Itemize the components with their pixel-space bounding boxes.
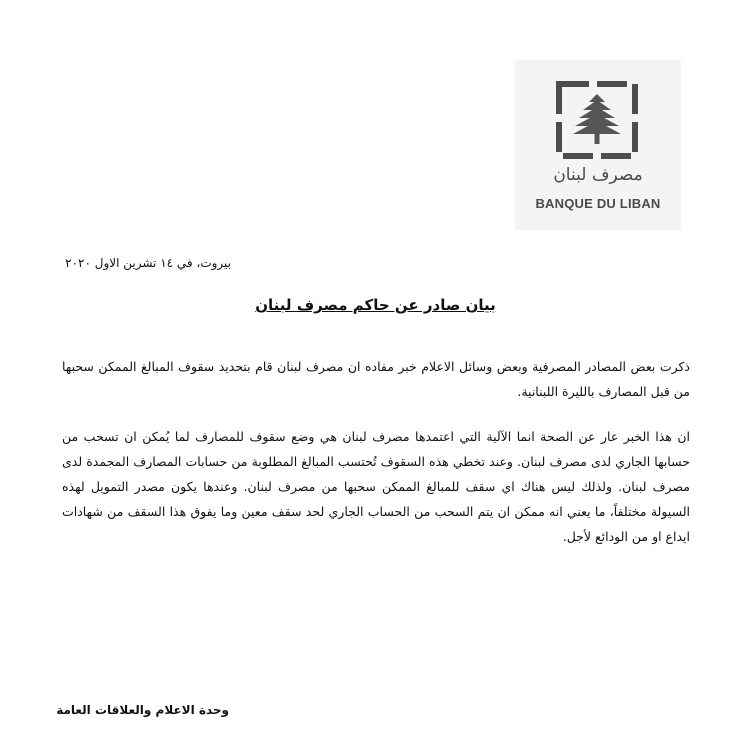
letterhead-logo <box>515 60 681 230</box>
bank-name-latin: BANQUE DU LIBAN <box>535 196 661 211</box>
bank-name-arabic: مصرف لبنان <box>553 165 643 185</box>
paragraph-2: ان هذا الخبر عار عن الصحة انما الآلية التي اعتمدها مصرف لبنان هي وضع سقوف للمصارف لما يُمكن ان تسحب من حسابها الجاري لدى مصرف لبنان. وعند تخطي هذه السقوف تُحتسب المبالغ المطلوبة من حسابات المصارف المجمدة لدى مصرف لبنان. ولذلك ليس هناك اي سقف للمبالغ الممكن سحبها من مصرف لبنان. وعندها يكون مصدر التمويل لهذه السيولة مختلفاً، ما يعني انه ممكن ان يتم السحب من الحساب الجاري لحد سقف معين وما يفوق هذا السقف من شهادات ايداع او من الودائع لأجل. <box>62 429 690 544</box>
signature: وحدة الاعلام والعلاقات العامة <box>56 703 229 717</box>
statement-title: بيان صادر عن حاكم مصرف لبنان <box>255 296 496 314</box>
dateline: بيروت، في ١٤ تشرين الاول ٢٠٢٠ <box>65 256 231 270</box>
paragraph-1: ذكرت بعض المصادر المصرفية وبعض وسائل الاعلام خبر مفاده ان مصرف لبنان قام بتحديد سقوف المبالغ الممكن سحبها من قبل المصارف بالليرة اللبنانية. <box>62 359 690 399</box>
cedar-tree-icon <box>555 80 639 160</box>
